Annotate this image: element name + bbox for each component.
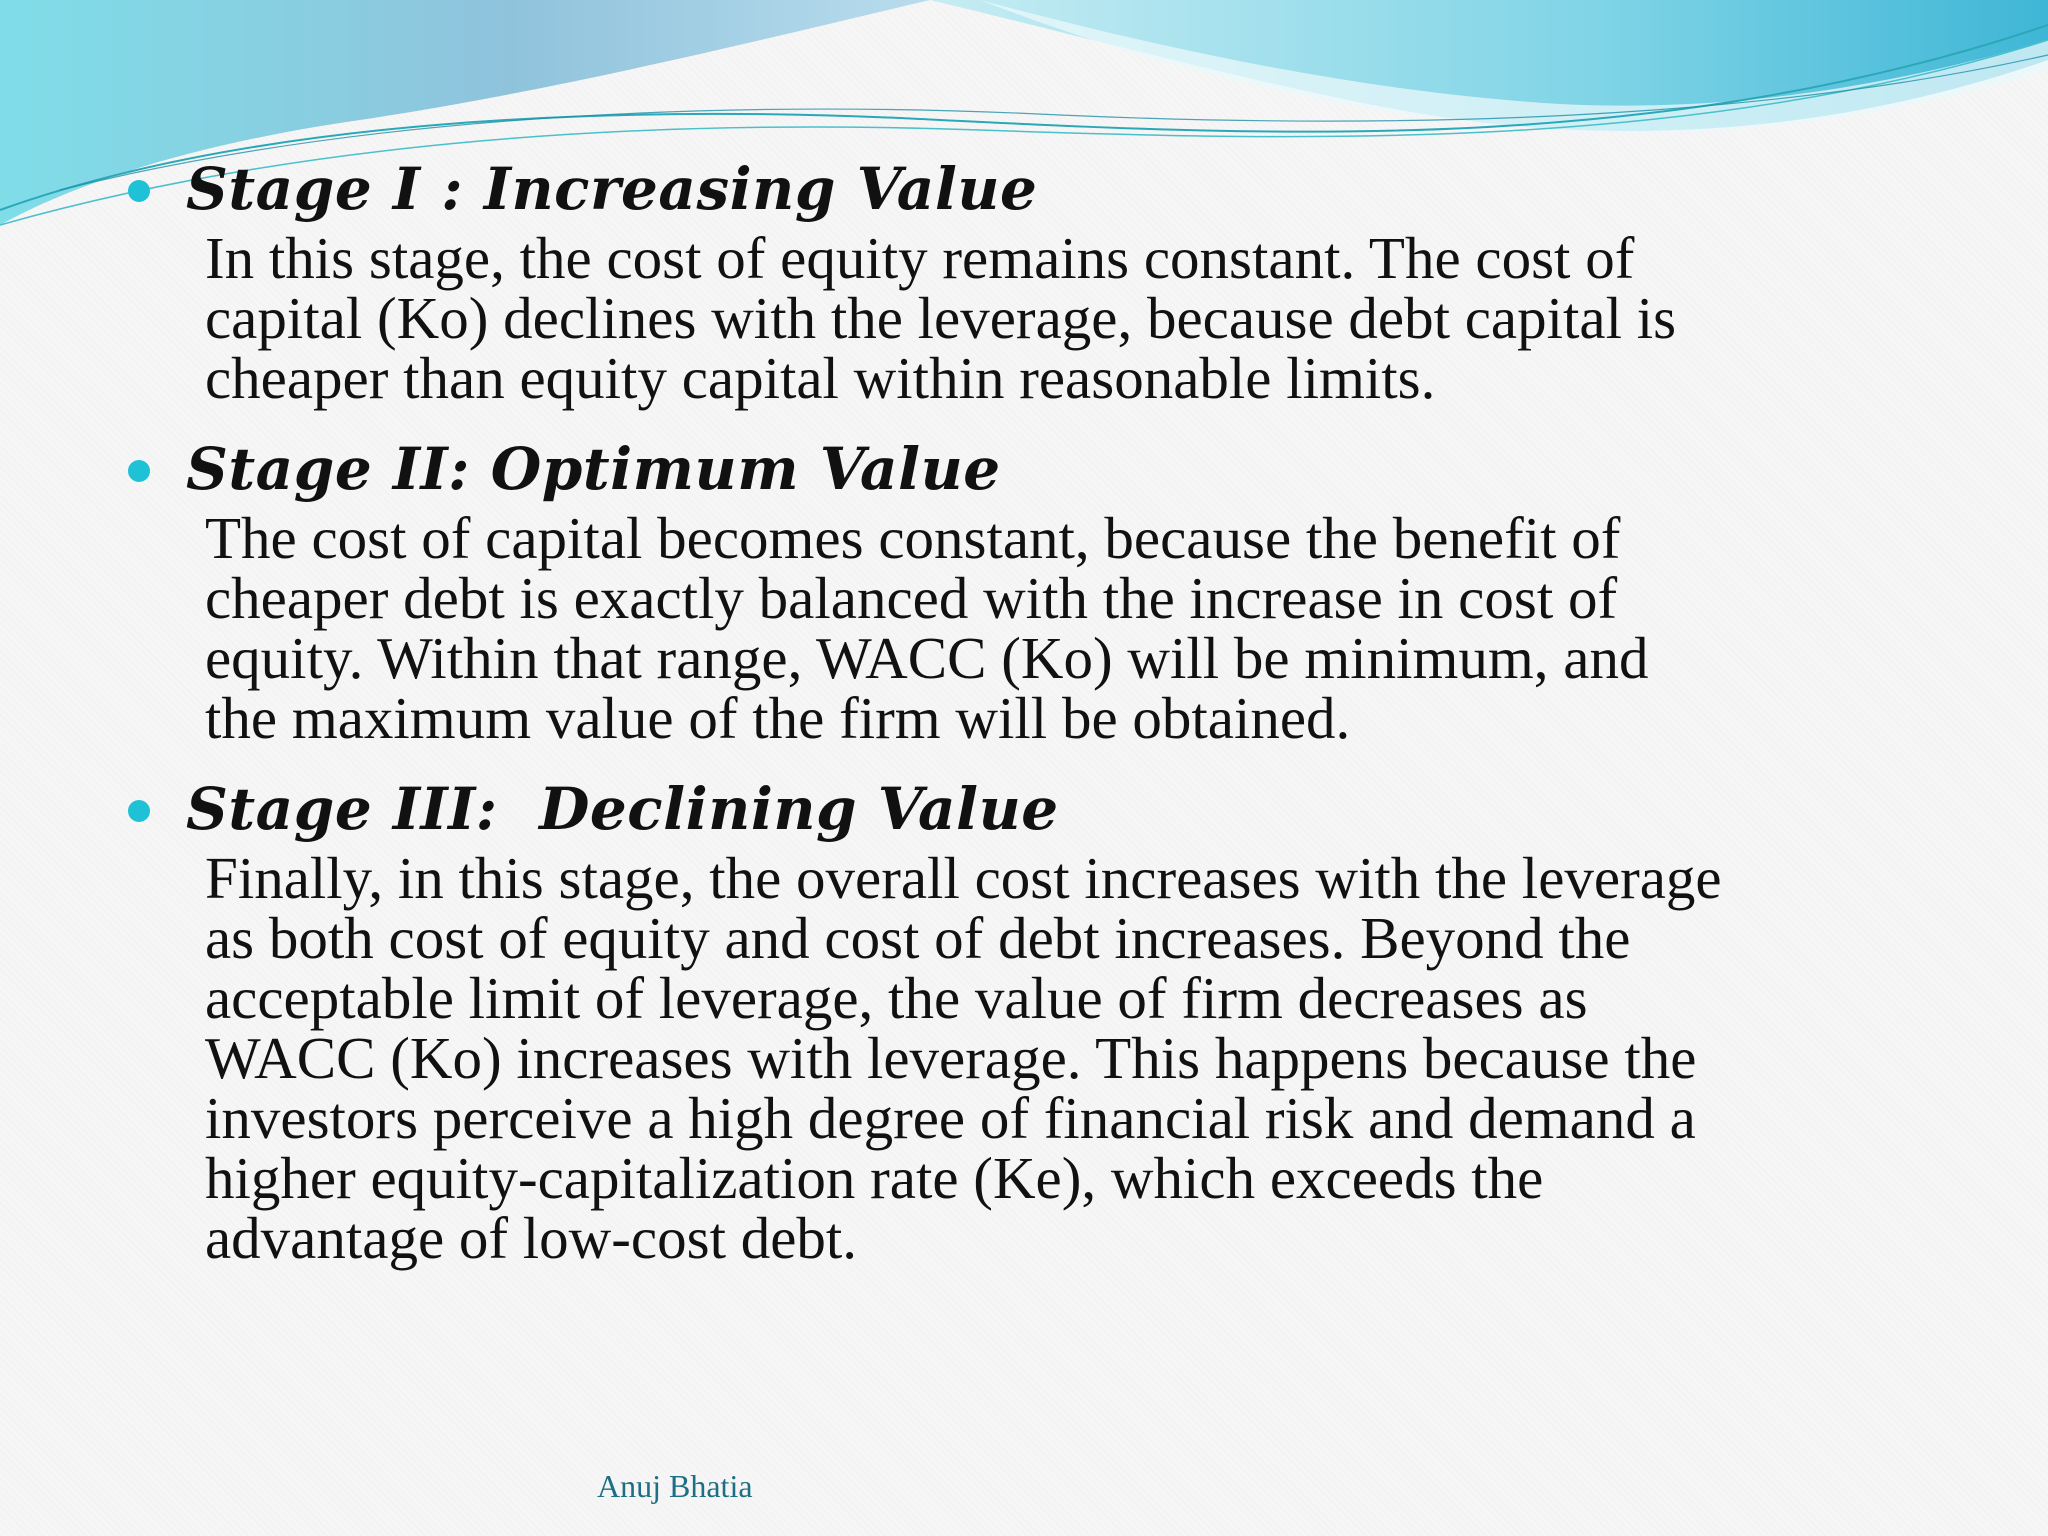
bullet-dot-icon xyxy=(128,800,150,822)
slide-content xyxy=(128,150,2008,1271)
stage-block-2 xyxy=(128,430,2008,751)
stage-block-1 xyxy=(128,150,2008,411)
stage-3-title: Stage III: Declining Value xyxy=(186,775,1059,843)
stage-1-body xyxy=(205,225,2005,411)
body-line: WACC (Ko) increases with leverage. This happens because the xyxy=(205,1025,1697,1091)
body-line: capital (Ko) declines with the leverage, because debt capital is xyxy=(205,285,1677,351)
bullet-dot-icon xyxy=(128,460,150,482)
body-line: equity. Within that range, WACC (Ko) will be minimum, and xyxy=(205,625,1649,691)
footer-author: Anuj Bhatia xyxy=(597,1468,753,1504)
body-line: cheaper debt is exactly balanced with the increase in cost of xyxy=(205,565,1618,631)
body-line: cheaper than equity capital within reasonable limits. xyxy=(205,345,1436,411)
stage-3-body xyxy=(205,845,2005,1271)
body-line: In this stage, the cost of equity remains constant. The cost of xyxy=(205,225,1635,291)
body-line: higher equity-capitalization rate (Ke), which exceeds the xyxy=(205,1145,1544,1211)
stage-2-title: Stage II: Optimum Value xyxy=(186,435,1001,503)
stage-1-title: Stage I : Increasing Value xyxy=(186,155,1038,223)
body-line: advantage of low-cost debt. xyxy=(205,1205,858,1271)
body-line: The cost of capital becomes constant, because the benefit of xyxy=(205,505,1621,571)
body-line: Finally, in this stage, the overall cost increases with the leverage xyxy=(205,845,1722,911)
stage-block-3 xyxy=(128,770,2008,1271)
stage-2-body xyxy=(205,505,2005,751)
body-line: as both cost of equity and cost of debt increases. Beyond the xyxy=(205,905,1631,971)
body-line: acceptable limit of leverage, the value of firm decreases as xyxy=(205,965,1588,1031)
bullet-dot-icon xyxy=(128,180,150,202)
body-line: investors perceive a high degree of financial risk and demand a xyxy=(205,1085,1696,1151)
body-line: the maximum value of the firm will be obtained. xyxy=(205,685,1351,751)
